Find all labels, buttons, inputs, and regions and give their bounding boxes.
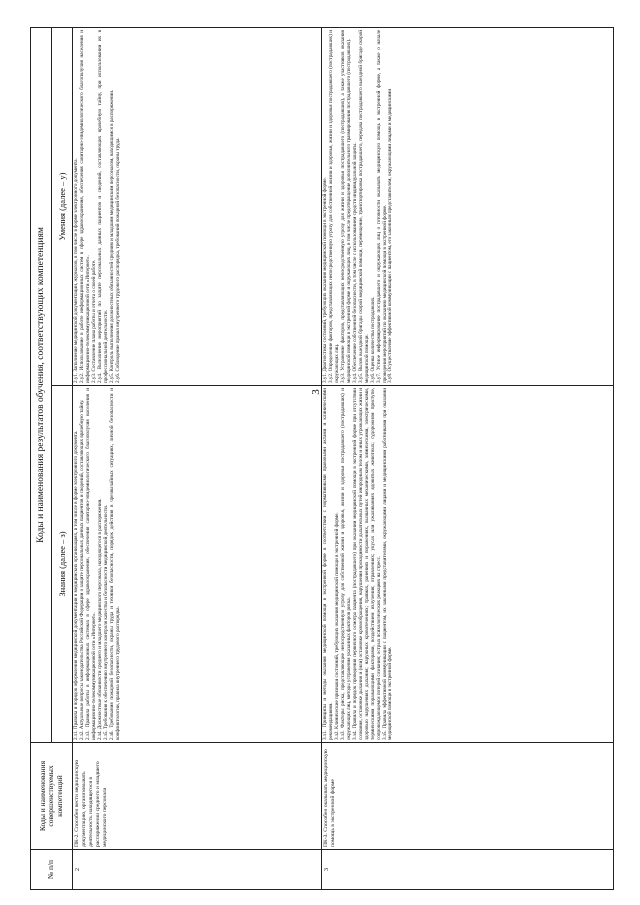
header-competence-codes: Коды и наименования совершенствуемых компетенций [31,743,73,850]
competence-cell: ПК-2. Способен вести медицинскую документацию, организовывать деятельность находящегося в распоряжении среднего и младшего медицинского персонала [73,743,322,850]
page-number: 3 [309,389,322,395]
header-knowledge: Знания (далее – з) [52,386,73,743]
knowledge-item: 3.з3. Факторы риска, представляющие непосредственную угрозу для собственной жизни и здоровья, жизни и здоровья пострадавшего (пострадавших) и окружающих лиц, методы устранения указанных факторов риска. [339,388,352,740]
knowledge-item: 2.з3. Правила работы в информационных системах в сфере здравоохранения, обеспечения санитарно-эпидемиологического благополучия населения и информационно-телекоммуникационной сети «Интернет». [84,388,97,740]
skill-item: 3.у7. Устное информирование пострадавшего и окружающих лиц о готовности оказывать медицинскую помощь в экстренной форме, а также о начале проведения мероприятий по оказанию медицинской помощи в экстренной форме. [375,30,388,383]
skill-item: 3.у2. Определение факторов, представляющих непосредственную угрозу для собственной жизни и здоровья, жизни и здоровья пострадавшего (пострадавших) и окружающих лиц. [327,30,340,383]
skill-item: 2.у2. Использование в работе информационных систем в сфере здравоохранения, обеспечения санитарно-эпидемиологического благополучия населения и информационно-телекоммуникационной сети «Интернет». [78,30,91,383]
skill-item: 2.у6. Соблюдение правил внутреннего трудового распорядка, требований пожарной безопасности, охраны труда. [114,137,121,383]
header-learning-results: Коды и наименования результатов обучения, соответствующих компетенциям [31,28,52,743]
skill-item: 2.у3. Составление плана работы и отчета о своей работе. [90,259,97,383]
skill-item: 3.у6. Оценка количества пострадавших. [369,296,376,383]
table-row [73,28,322,890]
row-number: 3 [322,850,614,890]
knowledge-item: 3.з2. Клинические признаки состояний, требующих оказания медицинской помощи в экстренной форме. [333,512,340,740]
knowledge-item: 2.з5. Требования к обеспечению внутреннего контроля качества и безопасности медицинской деятельности. [102,504,109,740]
table-row [322,28,614,890]
skill-item: 3.у4. Обеспечение собственной безопасности, в том числе с использованием средств индивидуальной защиты. [351,142,358,383]
knowledge-item: 3.з4. Правила и порядок проведения первичного осмотра пациента (пострадавшего) при оказании медицинской помощи в экстренной форме при отсутствии сознания, остановке дыхания и (или) остановке кровообращения, нарушении проходимости дыхательных путей инородным телом и иных угрожающих жизни и здоровью нарушениях дыхания; наружных кровотечениях; травмах, ранениях и поражениях, вызванных механическими, химическими, электрическими, термическими поражающими факторами, воздействием излучения; отравлениях; укусах или ужаливаниях ядовитых животных; судорожном приступе, сопровождающемся потерей сознания; острых психологических реакциях на стресс. [351,388,382,740]
skills-cell [322,28,614,386]
knowledge-item: 2.з6. Требования пожарной безопасности, охраны труда и техники безопасности, порядок действия в чрезвычайных ситуациях, личной безопасности и конфликтологии, правила внутреннего трудового распорядка. [108,388,121,740]
knowledge-cell [73,386,322,743]
skill-item: 3.у5. Вызов выездной бригады скорой медицинской помощи, перемещение, транспортировка пострадавшего, передача пострадавшего выездной бригаде скорой медицинской помощи. [357,30,370,383]
knowledge-item: 2.з4. Должностные обязанности среднего и младшего медицинского персонала, находящегося в распоряжении. [96,498,103,740]
skills-cell [73,28,322,386]
skill-item: 3.у3. Устранение факторов, представляющих непосредственную угрозу для жизни и здоровья пострадавшего (пострадавших), а также участников оказания медицинской помощи в экстренной форме и окружающих лиц, в том числе предотвращение дополнительного травмирования пострадавшего (пострадавших). [339,30,352,383]
header-skills: Умения (далее – у) [52,28,73,386]
skill-item: 2.у5. Контроль выполнения должностных обязанностей средним и младшим медицинским персоналом, находящимся в распоряжении. [108,89,115,383]
skill-item: 2.у1. Заполнение медицинской документации, журналов, в том числе в форме электронного документа. [73,158,79,383]
knowledge-item: 3.з5. Правила эффективной коммуникации с пациентом, их законными представителями, окружающими лицами и медицинскими работниками при оказании медицинской помощи в экстренной форме. [381,388,394,740]
skill-item: 2.у4. Выполнение мероприятий по защите персональных данных пациентов и сведений, составляющих врачебную тайну, при использовании их в профессиональной деятельности. [96,30,109,383]
knowledge-item: 3.з1. Принципы и методы оказания медицинской помощи в экстренной форме в соответствии с нормативными правовыми актами и клиническими рекомендациями. [322,388,334,740]
skill-item: 3.у1. Диагностика состояний, требующих оказания медицинской помощи в экстренной форме. [322,177,328,383]
skill-item: 3.у8. Осуществление эффективной коммуникации с пациентом, его законным представителем, окружающими лицами и медицинскими [387,88,394,383]
competence-table [30,27,614,890]
competence-cell: ПК-3. Способен оказывать медицинскую помощь в экстренной форме [322,743,614,850]
row-number: 2 [73,850,322,890]
knowledge-item: 2.з1. Правила и порядок оформления медицинской документации в медицинских организациях, в том числе в форме электронного документа. [73,430,79,740]
header-number: № п/п [31,850,73,890]
knowledge-item: 2.з2. Актуальные вопросы законодательства Российской Федерации о защите персональных данных пациентов и сведений, составляющих врачебную тайну. [78,399,85,740]
knowledge-cell [322,386,614,743]
